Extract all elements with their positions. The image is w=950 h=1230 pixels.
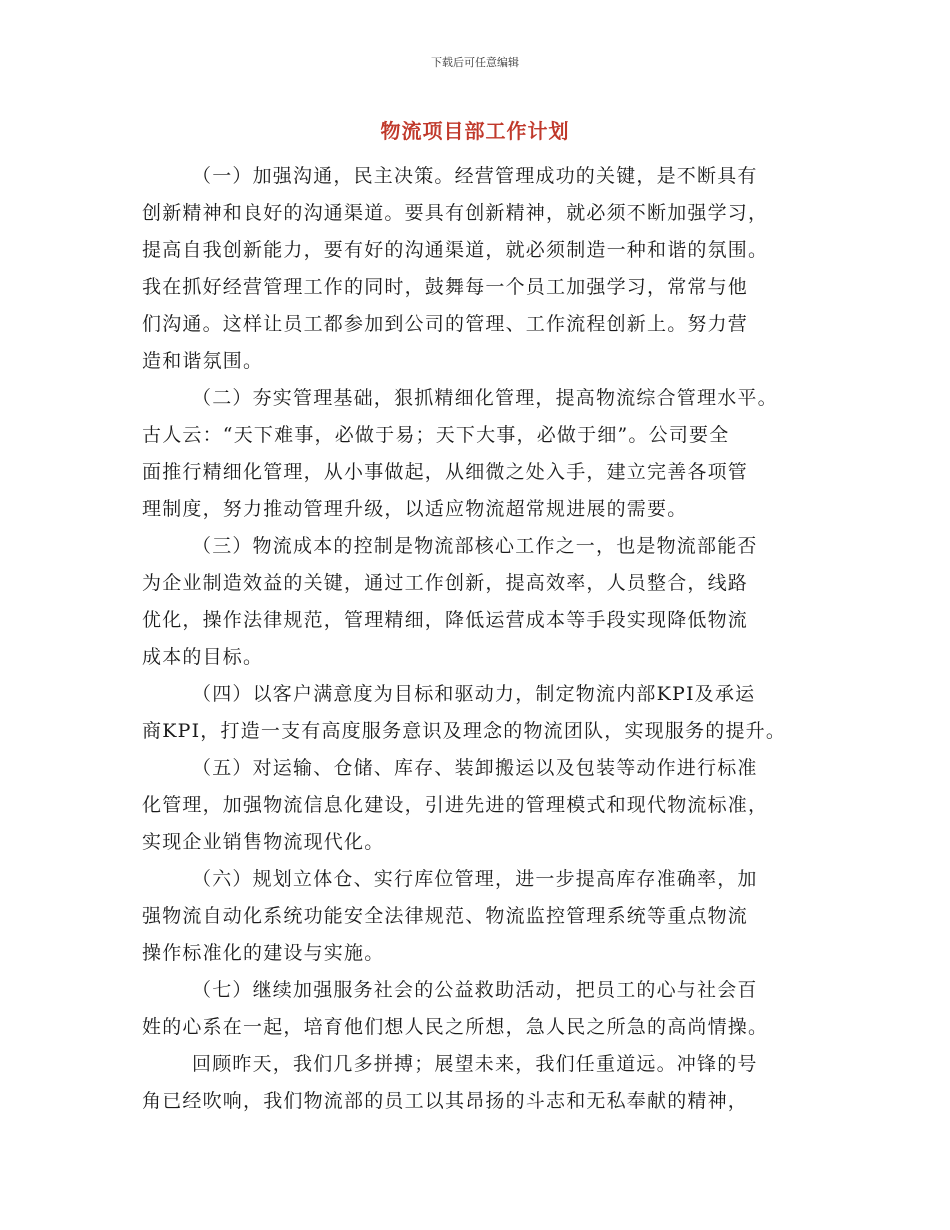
paragraph-3-line-1: （三）物流成本的控制是物流部核心工作之一，也是物流部能否	[192, 535, 758, 557]
paragraph-1-line-3: 提高自我创新能力，要有好的沟通渠道，就必须制造一种和谐的氛围。	[142, 239, 769, 261]
paragraph-3-line-4: 成本的目标。	[142, 646, 264, 668]
document-title: 物流项目部工作计划	[380, 119, 570, 143]
paragraph-6-line-1: （六）规划立体仓、实行库位管理，进一步提高库存准确率，加	[192, 868, 758, 890]
document-body	[142, 158, 832, 1120]
paragraph-5-line-2: 化管理，加强物流信息化建设，引进先进的管理模式和现代物流标准，	[142, 794, 769, 816]
paragraph-6-line-2: 强物流自动化系统功能安全法律规范、物流监控管理系统等重点物流	[142, 905, 749, 927]
paragraph-4-line-2: 商KPI，打造一支有高度服务意识及理念的物流团队，实现服务的提升。	[142, 720, 787, 742]
paragraph-1-line-1: （一）加强沟通，民主决策。经营管理成功的关键，是不断具有	[192, 165, 758, 187]
paragraph-2-line-3: 面推行精细化管理，从小事做起，从细微之处入手，建立完善各项管	[142, 461, 749, 483]
page-header: 下载后可任意编辑	[431, 56, 519, 69]
paragraph-1-line-2: 创新精神和良好的沟通渠道。要具有创新精神，就必须不断加强学习，	[142, 202, 769, 224]
paragraph-1-line-6: 造和谐氛围。	[142, 350, 264, 372]
paragraph-6-line-3: 操作标准化的建设与实施。	[142, 942, 385, 964]
paragraph-5-line-1: （五）对运输、仓储、库存、装卸搬运以及包装等动作进行标准	[192, 757, 758, 779]
paragraph-1-line-5: 们沟通。这样让员工都参加到公司的管理、工作流程创新上。努力营	[142, 313, 749, 335]
paragraph-5-line-3: 实现企业销售物流现代化。	[142, 831, 385, 853]
paragraph-1-line-4: 我在抓好经营管理工作的同时，鼓舞每一个员工加强学习，常常与他	[142, 276, 749, 298]
paragraph-3-line-3: 优化，操作法律规范，管理精细，降低运营成本等手段实现降低物流	[142, 609, 749, 631]
paragraph-8-line-1: 回顾昨天，我们几多拼搏；展望未来，我们任重道远。冲锋的号	[192, 1053, 758, 1075]
paragraph-7-line-1: （七）继续加强服务社会的公益救助活动，把员工的心与社会百	[192, 979, 758, 1001]
paragraph-2-line-1: （二）夯实管理基础，狠抓精细化管理，提高物流综合管理水平。	[192, 387, 778, 409]
paragraph-7-line-2: 姓的心系在一起，培育他们想人民之所想，急人民之所急的高尚情操。	[142, 1016, 769, 1038]
paragraph-8-line-2: 角已经吹响，我们物流部的员工以其昂扬的斗志和无私奉献的精神，	[142, 1090, 749, 1112]
paragraph-2-line-4: 理制度，努力推动管理升级，以适应物流超常规进展的需要。	[142, 498, 688, 520]
paragraph-3-line-2: 为企业制造效益的关键，通过工作创新，提高效率，人员整合，线路	[142, 572, 749, 594]
paragraph-4-line-1: （四）以客户满意度为目标和驱动力，制定物流内部KPI及承运	[192, 683, 756, 705]
paragraph-2-line-2: 古人云：“天下难事，必做于易；天下大事，必做于细”。公司要全	[142, 424, 730, 446]
